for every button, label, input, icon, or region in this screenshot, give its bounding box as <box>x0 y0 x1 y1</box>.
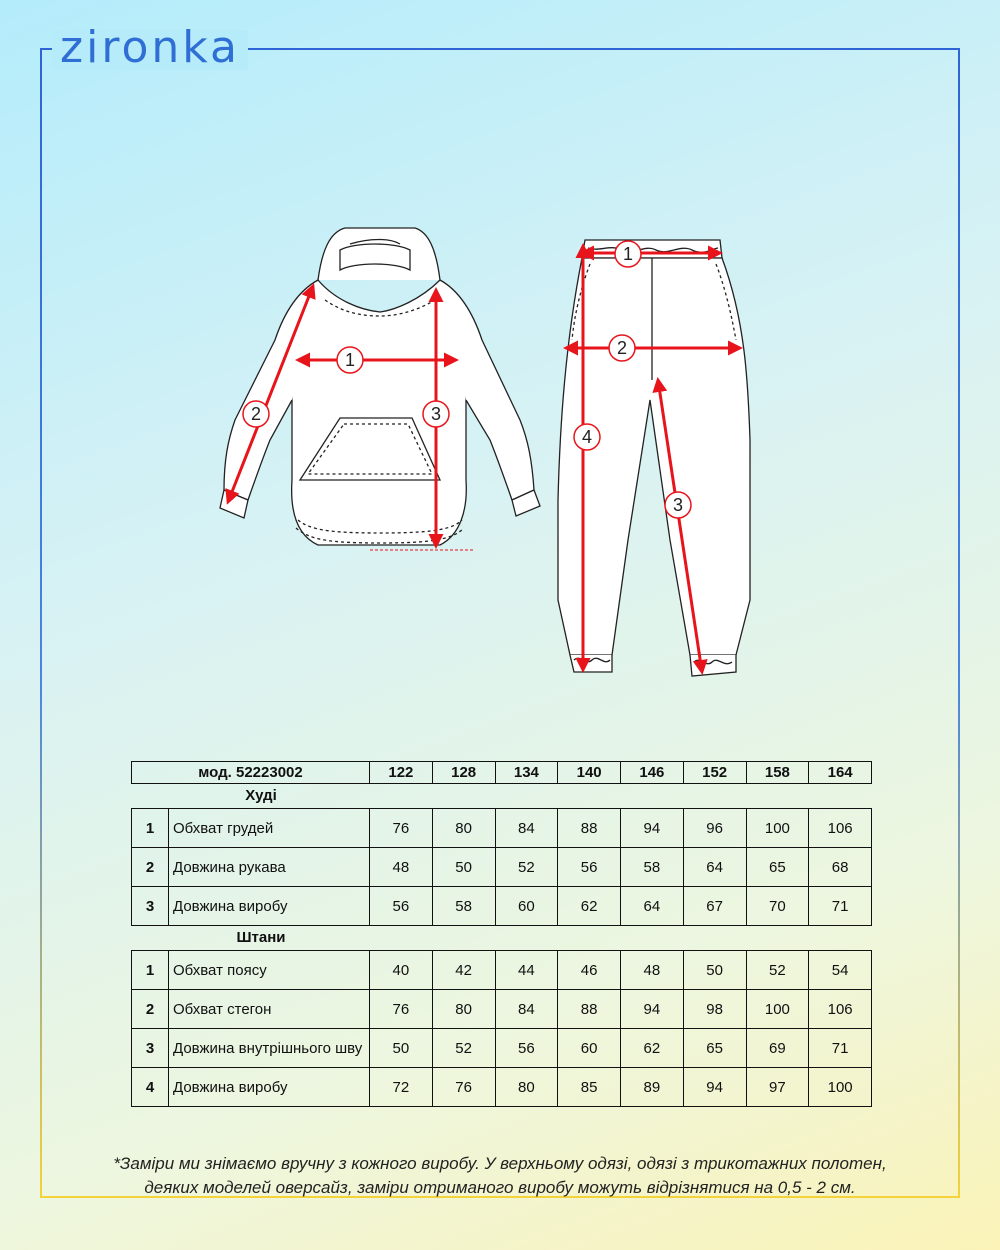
measurement-value: 100 <box>809 1068 872 1107</box>
model-number: мод. 52223002 <box>132 762 370 784</box>
measurement-value: 65 <box>746 848 809 887</box>
hoodie-marker-2: 2 <box>250 404 262 424</box>
row-number: 2 <box>132 848 169 887</box>
size-146: 146 <box>621 762 684 784</box>
measurement-value: 58 <box>432 887 495 926</box>
measurement-value: 50 <box>370 1029 433 1068</box>
hoodie-marker-3: 3 <box>430 404 442 424</box>
measurement-value: 56 <box>495 1029 558 1068</box>
hoodie-drawing <box>220 228 540 545</box>
footnote-line-1: *Заміри ми знімаємо вручну з кожного виробу. У верхньому одязі, одязі з трикотажних полотен, <box>113 1154 887 1173</box>
measurement-value: 52 <box>746 951 809 990</box>
measurement-value: 65 <box>683 1029 746 1068</box>
measurement-value: 97 <box>746 1068 809 1107</box>
table-row <box>132 887 872 926</box>
measurement-value: 85 <box>558 1068 621 1107</box>
size-header-row <box>132 762 872 784</box>
table-row <box>132 809 872 848</box>
size-header-table <box>131 761 872 784</box>
measurement-value: 62 <box>558 887 621 926</box>
measurement-value: 48 <box>370 848 433 887</box>
measurement-value: 84 <box>495 990 558 1029</box>
measurement-value: 76 <box>370 809 433 848</box>
table-row <box>132 848 872 887</box>
size-164: 164 <box>809 762 872 784</box>
table-row <box>132 990 872 1029</box>
measurement-footnote <box>40 1152 960 1200</box>
measurement-value: 44 <box>495 951 558 990</box>
measurement-value: 50 <box>432 848 495 887</box>
measurement-value: 76 <box>432 1068 495 1107</box>
measurement-value: 72 <box>370 1068 433 1107</box>
size-128: 128 <box>432 762 495 784</box>
table-row <box>132 951 872 990</box>
measurement-label: Довжина рукава <box>169 848 370 887</box>
measurement-value: 88 <box>558 990 621 1029</box>
measurement-value: 64 <box>683 848 746 887</box>
measurement-label: Довжина виробу <box>169 1068 370 1107</box>
measurement-label: Довжина внутрішнього шву <box>169 1029 370 1068</box>
measurement-value: 52 <box>432 1029 495 1068</box>
size-158: 158 <box>746 762 809 784</box>
measurement-value: 94 <box>683 1068 746 1107</box>
row-number: 2 <box>132 990 169 1029</box>
measurement-value: 76 <box>370 990 433 1029</box>
measurement-value: 89 <box>621 1068 684 1107</box>
pants-marker-1: 1 <box>622 244 634 264</box>
measurement-label: Обхват стегон <box>169 990 370 1029</box>
measurement-value: 106 <box>809 809 872 848</box>
measurement-value: 60 <box>495 887 558 926</box>
row-number: 1 <box>132 809 169 848</box>
footnote-line-2: деяких моделей оверсайз, заміри отриманого виробу можуть відрізнятися на 0,5 - 2 см. <box>144 1178 856 1197</box>
size-152: 152 <box>683 762 746 784</box>
row-number: 4 <box>132 1068 169 1107</box>
hoodie-marker-1: 1 <box>344 350 356 370</box>
measurement-value: 80 <box>495 1068 558 1107</box>
hoodie-section-title: Худі <box>245 787 277 804</box>
row-number: 1 <box>132 951 169 990</box>
row-number: 3 <box>132 1029 169 1068</box>
measurement-label: Довжина виробу <box>169 887 370 926</box>
row-number: 3 <box>132 887 169 926</box>
measurement-value: 80 <box>432 809 495 848</box>
measurement-value: 94 <box>621 990 684 1029</box>
measurement-value: 67 <box>683 887 746 926</box>
measurement-label: Обхват грудей <box>169 809 370 848</box>
measurement-value: 40 <box>370 951 433 990</box>
size-134: 134 <box>495 762 558 784</box>
measurement-value: 50 <box>683 951 746 990</box>
measurement-value: 68 <box>809 848 872 887</box>
measurement-value: 58 <box>621 848 684 887</box>
measurement-value: 56 <box>370 887 433 926</box>
pants-table <box>131 950 872 1107</box>
measurement-value: 106 <box>809 990 872 1029</box>
pants-drawing <box>558 240 750 676</box>
measurement-value: 96 <box>683 809 746 848</box>
hoodie-table <box>131 808 872 926</box>
measurement-value: 70 <box>746 887 809 926</box>
pants-marker-4: 4 <box>581 427 593 447</box>
measurement-value: 42 <box>432 951 495 990</box>
brand-logo: zironka <box>60 22 240 73</box>
measurement-value: 71 <box>809 887 872 926</box>
measurement-value: 60 <box>558 1029 621 1068</box>
pants-marker-3: 3 <box>672 495 684 515</box>
measurement-value: 80 <box>432 990 495 1029</box>
pants-marker-2: 2 <box>616 338 628 358</box>
pants-section-title: Штани <box>236 929 286 946</box>
measurement-label: Обхват поясу <box>169 951 370 990</box>
measurement-value: 46 <box>558 951 621 990</box>
measurement-value: 64 <box>621 887 684 926</box>
measurement-value: 52 <box>495 848 558 887</box>
measurement-value: 98 <box>683 990 746 1029</box>
measurement-value: 100 <box>746 809 809 848</box>
table-row <box>132 1068 872 1107</box>
measurement-value: 88 <box>558 809 621 848</box>
size-122: 122 <box>370 762 433 784</box>
measurement-value: 56 <box>558 848 621 887</box>
size-140: 140 <box>558 762 621 784</box>
measurement-value: 69 <box>746 1029 809 1068</box>
measurement-value: 54 <box>809 951 872 990</box>
measurement-value: 100 <box>746 990 809 1029</box>
measurement-value: 62 <box>621 1029 684 1068</box>
size-chart <box>131 761 871 1107</box>
measurement-value: 84 <box>495 809 558 848</box>
table-row <box>132 1029 872 1068</box>
measurement-value: 94 <box>621 809 684 848</box>
measurement-value: 48 <box>621 951 684 990</box>
measurement-value: 71 <box>809 1029 872 1068</box>
